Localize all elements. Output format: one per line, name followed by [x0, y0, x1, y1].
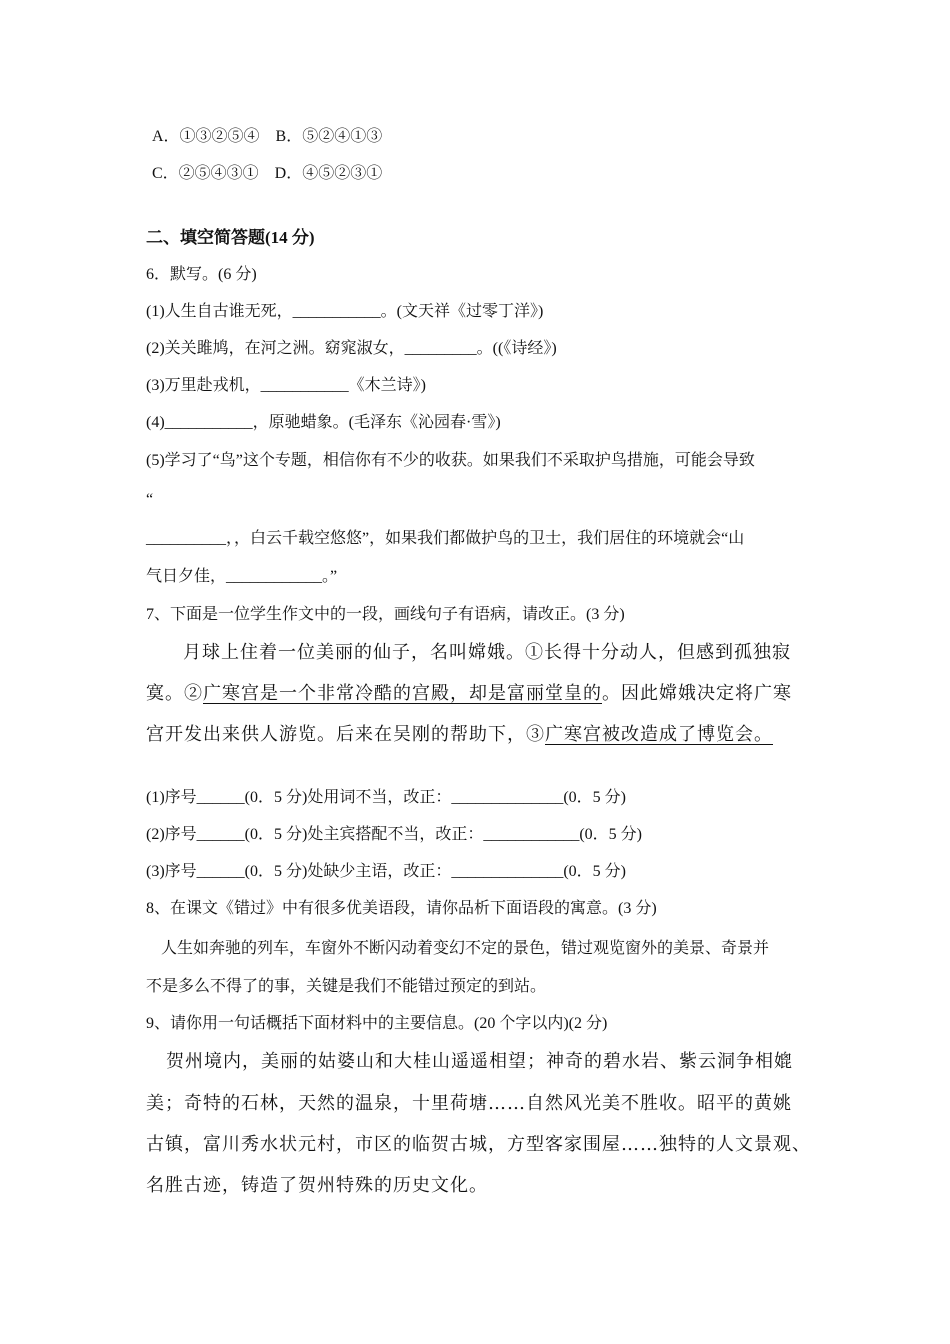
q6-item-5-line-3: __________，，白云千载空悠悠”，如果我们都做护鸟的卫士，我们居住的环境就会“山	[146, 530, 745, 547]
q8-passage-line-2: 不是多么不得了的事，关键是我们不能错过预定的到站。	[146, 978, 547, 995]
q7-underlined-sentence-2: 广寒宫是一个非常冷酷的宫殿，却是富丽堂皇的	[203, 683, 602, 704]
q6-item-5-line-1: (5)学习了“鸟”这个专题，相信你有不少的收获。如果我们不采取护鸟措施，可能会导致	[146, 452, 755, 469]
q9-title: 9、请你用一句话概括下面材料中的主要信息。(20 个字以内)(2 分)	[146, 1015, 608, 1032]
q7-title: 7、下面是一位学生作文中的一段，画线句子有语病，请改正。(3 分)	[146, 606, 625, 623]
q7-underlined-sentence-3: 广寒宫被改造成了博览会。	[545, 724, 773, 745]
q8-title: 8、在课文《错过》中有很多优美语段，请你品析下面语段的寓意。(3 分)	[146, 900, 657, 917]
q7-answer-2: (2)序号______(0．5 分)处主宾搭配不当，改正：____________(0．5 分)	[146, 826, 642, 843]
section-heading: 二、填空简答题(14 分)	[146, 228, 315, 247]
q6-item-4: (4)___________，原驰蜡象。(毛泽东《沁园春·雪》)	[146, 414, 501, 431]
q7-answer-3: (3)序号______(0．5 分)处缺少主语，改正：______________(0．5 分)	[146, 863, 626, 880]
q6-item-5-line-4: 气日夕佳，____________。”	[146, 568, 338, 585]
q7-passage-line-2-start: 寞。②	[146, 683, 203, 704]
options-row-1: A．①③②⑤④ B．⑤②④①③	[152, 128, 383, 145]
q7-passage-line-3	[146, 725, 773, 745]
q9-passage-line-3: 古镇，富川秀水状元村，市区的临贺古城，方型客家围屋……独特的人文景观、	[146, 1134, 811, 1155]
q7-answer-1: (1)序号______(0．5 分)处用词不当，改正：______________(0．5 分)	[146, 789, 626, 806]
q7-passage-line-3-start: 宫开发出来供人游览。后来在吴刚的帮助下，③	[146, 724, 545, 745]
q7-passage-line-2	[146, 684, 792, 704]
q6-item-1: (1)人生自古谁无死，___________。(文天祥《过零丁洋》)	[146, 303, 544, 320]
options-row-2: C．②⑤④③① D．④⑤②③①	[152, 165, 383, 182]
q6-item-5-line-2: “	[146, 491, 154, 508]
q6-item-2: (2)关关雎鸠，在河之洲。窈窕淑女，_________。((《诗经》)	[146, 340, 557, 357]
q9-passage-line-1: 贺州境内，美丽的姑婆山和大桂山遥遥相望；神奇的碧水岩、紫云洞争相媲	[166, 1051, 793, 1072]
q7-passage-line-2-end: 。因此嫦娥决定将广寒	[602, 683, 792, 704]
q6-title: 6．默写。(6 分)	[146, 266, 257, 283]
q6-item-3: (3)万里赴戎机，___________《木兰诗》)	[146, 377, 426, 394]
q8-passage-line-1: 人生如奔驰的列车，车窗外不断闪动着变幻不定的景色，错过观览窗外的美景、奇景并	[161, 940, 770, 957]
q9-passage-line-4: 名胜古迹，铸造了贺州特殊的历史文化。	[146, 1175, 488, 1196]
q7-passage-line-1: 月球上住着一位美丽的仙子，名叫嫦娥。①长得十分动人，但感到孤独寂	[183, 642, 791, 663]
q9-passage-line-2: 美；奇特的石林，天然的温泉，十里荷塘……自然风光美不胜收。昭平的黄姚	[146, 1093, 792, 1114]
